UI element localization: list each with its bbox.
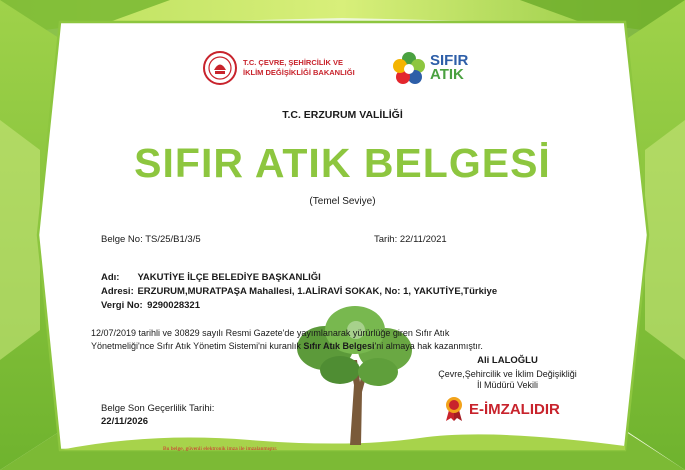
footer-note: Bu belge, güvenli elektronik imza ile imzalanmıştır. xyxy=(163,446,278,452)
holder-name-value: YAKUTİYE İLÇE BELEDİYE BAŞKANLIĞI xyxy=(137,272,321,283)
certificate-statement xyxy=(91,327,601,353)
ministry-name-line2: İKLİM DEĞİŞİKLİĞİ BAKANLIĞI xyxy=(243,68,355,77)
sifir-atik-logo xyxy=(392,46,502,90)
holder-tax-row xyxy=(101,295,200,313)
holder-address-value: ERZURUM,MURATPAŞA Mahallesi, 1.ALİRAVİ SOKAK, No: 1, YAKUTİYE,Türkiye xyxy=(137,286,498,297)
e-signature-label: E-İMZALIDIR xyxy=(469,400,560,418)
ministry-logo xyxy=(203,48,373,88)
statement-line1: 12/07/2019 tarihli ve 30829 sayılı Resmi Gazete'de yayımlanarak yürürlüğe giren Sıfır Atık xyxy=(91,328,450,338)
certificate-level: (Temel Seviye) xyxy=(309,196,376,207)
flower-logo-icon xyxy=(392,51,426,85)
signatory-title-line1: Çevre,Şehircilik ve İklim Değişikliği xyxy=(438,369,577,379)
statement-certificate-name: Sıfır Atık Belgesi xyxy=(303,341,375,351)
signatory-title-line2: İl Müdürü Vekili xyxy=(476,380,539,390)
ministry-name-line1: T.C. ÇEVRE, ŞEHİRCİLİK VE xyxy=(243,58,344,67)
signatory-title xyxy=(420,369,595,391)
holder-tax-label: Vergi No: xyxy=(101,300,143,311)
ribbon-badge-icon xyxy=(443,396,465,422)
signatory-name: Ali LALOĞLU xyxy=(477,355,538,366)
statement-line2-start: Yönetmeliği'nce Sıfır Atık Yönetim Sistemi'ni kuranlık xyxy=(91,341,304,351)
holder-tax-value: 9290028321 xyxy=(147,300,200,311)
e-signature-seal xyxy=(443,396,560,422)
statement-line2-end: 'ni almaya hak kazanmıştır. xyxy=(374,341,483,351)
validity-label: Belge Son Geçerlilik Tarihi: xyxy=(101,403,215,414)
ministry-emblem-icon xyxy=(203,51,237,85)
issuing-authority: T.C. ERZURUM VALİLİĞİ xyxy=(282,109,403,121)
certificate-date: Tarih: 22/11/2021 xyxy=(374,234,447,245)
certificate-number: Belge No: TS/25/B1/3/5 xyxy=(101,234,201,245)
certificate-title: SIFIR ATIK BELGESİ xyxy=(134,140,551,186)
holder-address-label: Adresi: xyxy=(101,286,134,297)
ministry-name xyxy=(243,58,355,78)
holder-name-label: Adı: xyxy=(101,272,120,283)
logo-text-line2: ATIK xyxy=(430,66,464,83)
validity-date: 22/11/2026 xyxy=(101,416,149,427)
logo-text-line1: SIFIR xyxy=(430,52,469,69)
